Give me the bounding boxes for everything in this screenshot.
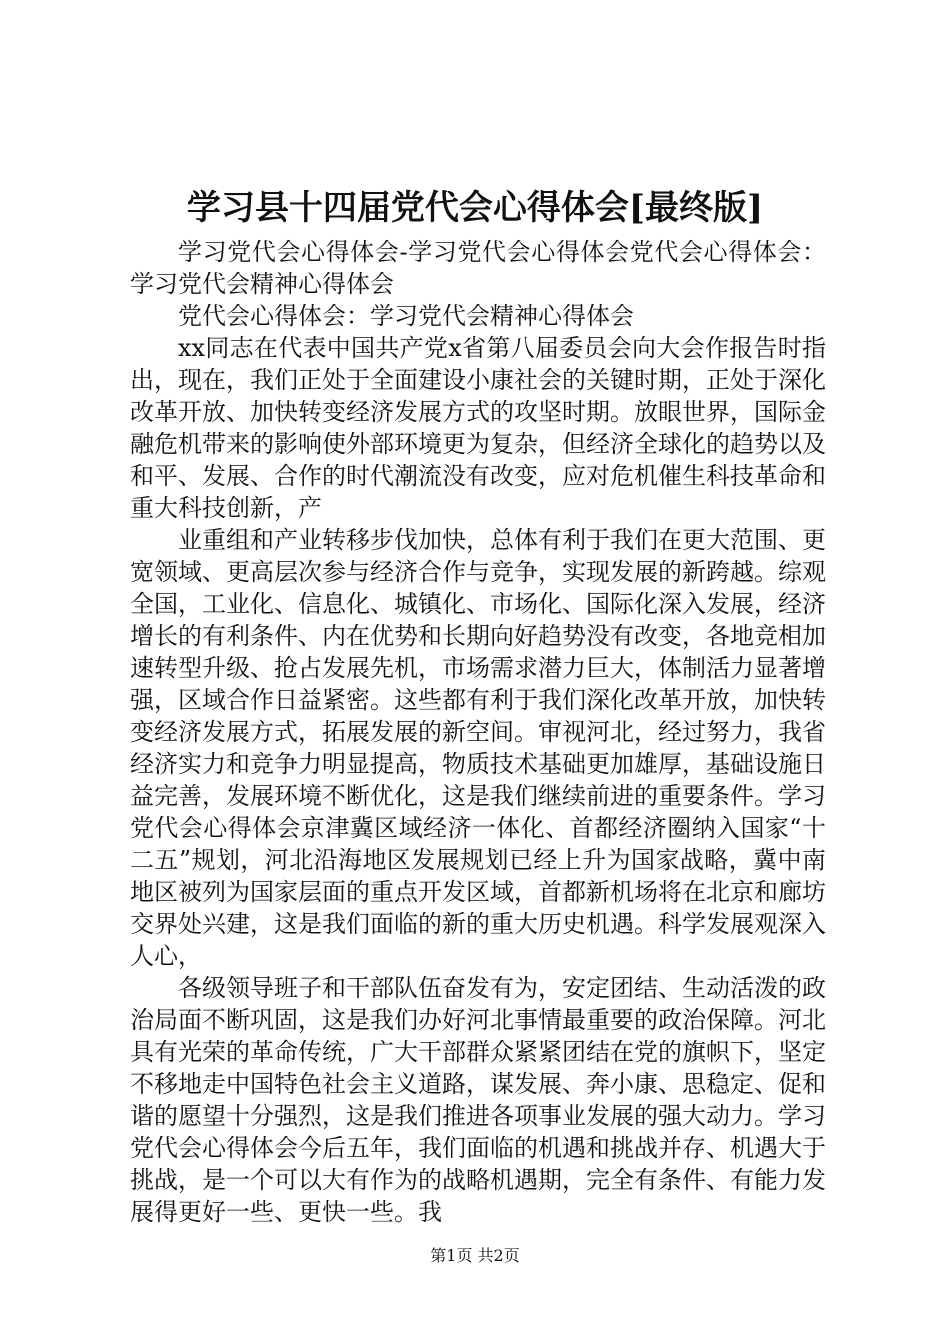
paragraph-2: 党代会心得体会：学习党代会精神心得体会 [178,302,634,330]
paragraph-3: xx同志在代表中国共产党x省第八届委员会向大会作报告时指出，现在，我们正处于全面建设小康社会的关键时期，正处于深化改革开放、加快转变经济发展方式的攻坚时期。放眼世界，国际金融危机带来的影响使外部环境更为复杂，但经济全球化的趋势以及和平、发展、合作的时代潮流没有改变，应对危机催生科技革命和重大科技创新，产 [130,334,826,522]
page-number-footer: 第1页 共2页 [430,1246,520,1265]
document-title: 学习县十四届党代会心得体会[最终版] [186,188,764,228]
document-body [130,236,826,1228]
paragraph-5: 各级领导班子和干部队伍奋发有为，安定团结、生动活泼的政治局面不断巩固，这是我们办好河北事情最重要的政治保障。河北具有光荣的革命传统，广大干部群众紧紧团结在党的旗帜下，坚定不移地走中国特色社会主义道路，谋发展、奔小康、思稳定、促和谐的愿望十分强烈，这是我们推进各项事业发展的强大动力。学习党代会心得体会今后五年，我们面临的机遇和挑战并存、机遇大于挑战，是一个可以大有作为的战略机遇期，完全有条件、有能力发展得更好一些、更快一些。我 [130,974,826,1226]
paragraph-4: 业重组和产业转移步伐加快，总体有利于我们在更大范围、更宽领域、更高层次参与经济合作与竞争，实现发展的新跨越。综观全国，工业化、信息化、城镇化、市场化、国际化深入发展，经济增长的有利条件、内在优势和长期向好趋势没有改变，各地竞相加速转型升级、抢占发展先机，市场需求潜力巨大，体制活力显著增强，区域合作日益紧密。这些都有利于我们深化改革开放，加快转变经济发展方式，拓展发展的新空间。审视河北，经过努力，我省经济实力和竞争力明显提高，物质技术基础更加雄厚，基础设施日益完善，发展环境不断优化，这是我们继续前进的重要条件。学习党代会心得体会京津冀区域经济一体化、首都经济圈纳入国家“十二五”规划，河北沿海地区发展规划已经上升为国家战略，冀中南地区被列为国家层面的重点开发区域，首都新机场将在北京和廊坊交界处兴建，这是我们面临的新的重大历史机遇。科学发展观深入人心， [130,526,826,970]
paragraph-1: 学习党代会心得体会-学习党代会心得体会党代会心得体会：学习党代会精神心得体会 [130,238,826,298]
